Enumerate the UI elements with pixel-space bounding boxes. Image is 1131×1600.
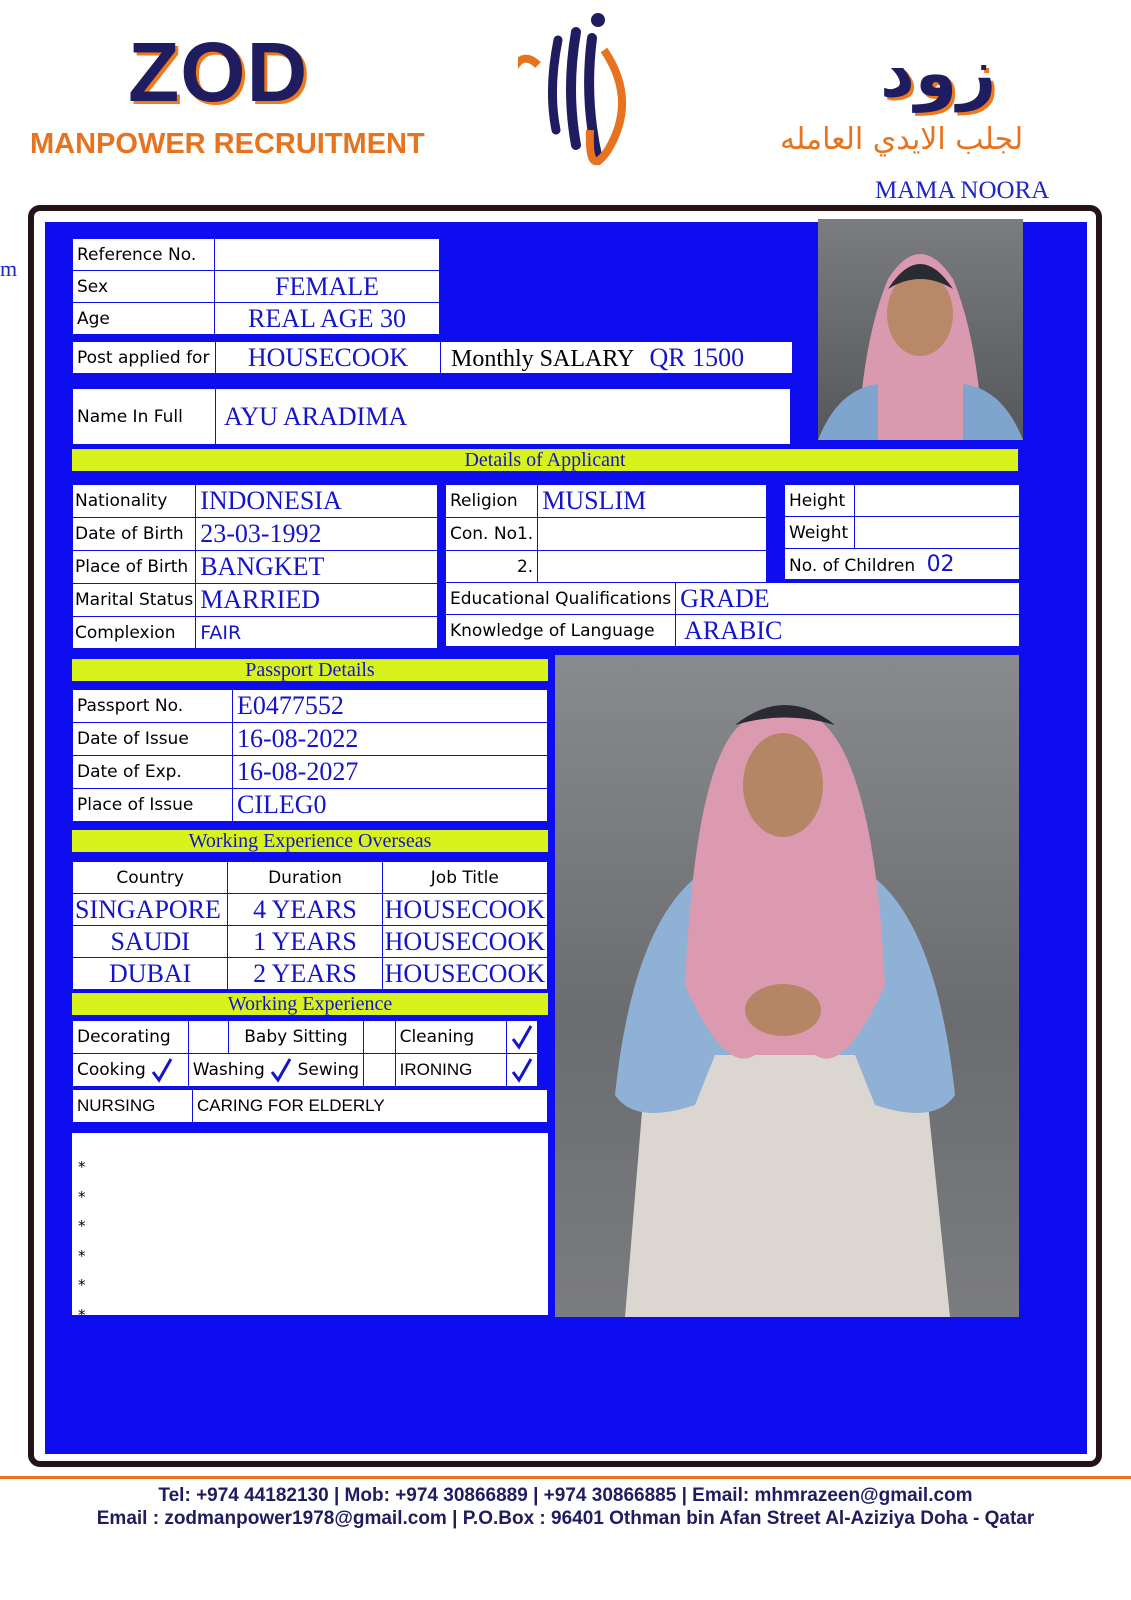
- footer-contact-line: Tel: +974 44182130 | Mob: +974 30866889 | +974 30866885 | Email: mhmrazeen@gmail.com: [158, 1485, 973, 1506]
- religion-label: Religion: [446, 485, 538, 518]
- list-item: *: [78, 1217, 86, 1235]
- salary-label: Monthly SALARY: [451, 345, 634, 372]
- sex-label: Sex: [73, 271, 215, 303]
- overseas-country: SINGAPORE: [73, 894, 228, 926]
- skill-washing: Washing: [192, 1060, 265, 1080]
- passport-exp-label: Date of Exp.: [73, 756, 233, 789]
- pob-label: Place of Birth: [73, 551, 196, 584]
- company-logo-icon: [518, 10, 638, 185]
- dob-label: Date of Birth: [73, 518, 196, 551]
- check-icon: [151, 1057, 173, 1083]
- applicant-full-photo: [555, 655, 1019, 1317]
- reference-value: [215, 239, 440, 271]
- overseas-header-duration: Duration: [228, 862, 382, 894]
- dob-value: 23-03-1992: [196, 518, 438, 551]
- overseas-duration: 4 YEARS: [228, 894, 382, 926]
- brand-arabic-text: زود: [880, 34, 997, 113]
- education-label: Educational Qualifications: [446, 583, 676, 615]
- height-value: [855, 485, 1020, 517]
- skills-table: [72, 1020, 538, 1087]
- check-icon: [507, 1054, 538, 1087]
- name-table: [72, 388, 791, 445]
- overseas-country: DUBAI: [73, 958, 228, 990]
- skill-sewing: Sewing: [297, 1060, 360, 1080]
- details-title-bar: Details of Applicant: [72, 449, 1018, 471]
- weight-label: Weight: [785, 517, 855, 549]
- skill-ironing: IRONING: [395, 1054, 506, 1087]
- education-value: GRADE: [676, 583, 1020, 615]
- table-row: [73, 894, 548, 926]
- children-value: 02: [926, 551, 955, 577]
- overseas-table: [72, 861, 548, 990]
- post-label: Post applied for: [73, 342, 216, 374]
- nationality-label: Nationality: [73, 485, 196, 518]
- contact2-value: [538, 551, 767, 583]
- skill-cooking: Cooking: [77, 1060, 146, 1080]
- id-table: [72, 238, 440, 335]
- religion-value: MUSLIM: [538, 485, 767, 518]
- overseas-title-bar: Working Experience Overseas: [72, 830, 548, 852]
- check-icon: [270, 1057, 292, 1083]
- marital-label: Marital Status: [73, 584, 196, 617]
- language-label: Knowledge of Language: [446, 615, 676, 647]
- overseas-header-job: Job Title: [382, 862, 547, 894]
- overseas-header-country: Country: [73, 862, 228, 894]
- brand-logo-text: ZOD: [128, 25, 309, 119]
- skill-nursing: NURSING: [73, 1090, 193, 1123]
- post-table: [72, 341, 793, 374]
- passport-title-bar: Passport Details: [72, 659, 548, 681]
- list-item: *: [78, 1187, 86, 1206]
- passport-exp-value: 16-08-2027: [233, 756, 548, 789]
- agent-name: MAMA NOORA: [875, 177, 1050, 204]
- contact1-label: Con. No1.: [446, 518, 538, 551]
- complexion-label: Complexion: [73, 617, 196, 649]
- brand-arabic-subtitle: لجلب الايدي العامله: [780, 122, 1024, 157]
- overseas-country: SAUDI: [73, 926, 228, 958]
- side-fragment: m: [0, 256, 18, 281]
- skills-extra-table: [72, 1089, 548, 1123]
- age-value: REAL AGE 30: [215, 303, 440, 335]
- children-label: No. of Children: [789, 555, 916, 576]
- reference-label: Reference No.: [73, 239, 215, 271]
- overseas-duration: 1 YEARS: [228, 926, 382, 958]
- pob-value: BANGKET: [196, 551, 438, 584]
- footer-address-line: Email : zodmanpower1978@gmail.com | P.O.Box : 96401 Othman bin Afan Street Al-Aziziya Doha - Qatar: [96, 1508, 1035, 1529]
- passport-issue-label: Date of Issue: [73, 723, 233, 756]
- brand-subtitle: MANPOWER RECRUITMENT: [30, 128, 425, 160]
- passport-issue-value: 16-08-2022: [233, 723, 548, 756]
- name-label: Name In Full: [73, 389, 216, 445]
- details-left-table: [72, 484, 438, 649]
- salary-value: QR 1500: [649, 342, 745, 372]
- passport-no-value: E0477552: [233, 690, 548, 723]
- name-value: AYU ARADIMA: [216, 389, 791, 445]
- table-row: [73, 958, 548, 990]
- passport-no-label: Passport No.: [73, 690, 233, 723]
- complexion-value: FAIR: [196, 617, 438, 649]
- footer-divider: [0, 1476, 1131, 1479]
- contact2-label: 2.: [446, 551, 538, 583]
- check-icon: [507, 1021, 538, 1054]
- list-item: *: [78, 1305, 86, 1324]
- notes-box: [72, 1133, 548, 1324]
- skill-decorating: Decorating: [73, 1021, 189, 1054]
- post-value: HOUSECOOK: [216, 342, 441, 374]
- weight-value: [855, 517, 1020, 549]
- language-value: ARABIC: [676, 615, 1020, 647]
- skill-cleaning: Cleaning: [395, 1021, 506, 1054]
- overseas-job: HOUSECOOK: [382, 958, 547, 990]
- list-item: *: [78, 1246, 86, 1265]
- overseas-job: HOUSECOOK: [382, 894, 547, 926]
- passport-place-label: Place of Issue: [73, 789, 233, 822]
- contact1-value: [538, 518, 767, 551]
- skill-baby-sitting: Baby Sitting: [228, 1021, 363, 1054]
- overseas-duration: 2 YEARS: [228, 958, 382, 990]
- nationality-value: INDONESIA: [196, 485, 438, 518]
- list-item: *: [78, 1158, 86, 1176]
- age-label: Age: [73, 303, 215, 335]
- height-label: Height: [785, 485, 855, 517]
- applicant-portrait-photo: [818, 219, 1023, 440]
- education-table: [445, 582, 1020, 647]
- table-row: [73, 926, 548, 958]
- overseas-job: HOUSECOOK: [382, 926, 547, 958]
- list-item: *: [78, 1276, 86, 1294]
- passport-place-value: CILEG0: [233, 789, 548, 822]
- sex-value: FEMALE: [215, 271, 440, 303]
- details-mid-table: [445, 484, 767, 583]
- skill-caring-elderly: CARING FOR ELDERLY: [193, 1090, 548, 1123]
- marital-value: MARRIED: [196, 584, 438, 617]
- details-right-table: [784, 484, 1020, 580]
- skills-title-bar: Working Experience: [72, 993, 548, 1015]
- passport-table: [72, 689, 548, 822]
